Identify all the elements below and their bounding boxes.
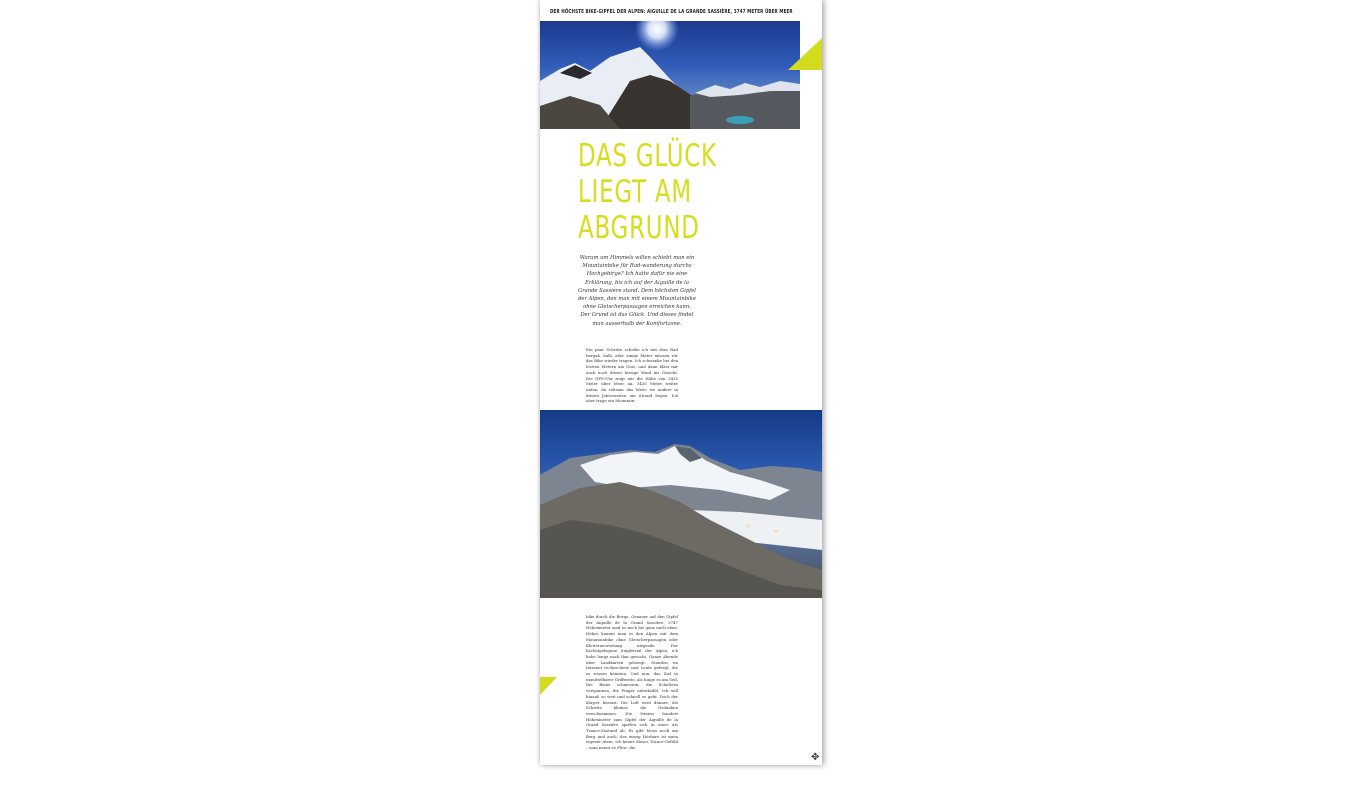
summit-photo-art [540, 21, 800, 129]
headline-line-2: LIEGT AM [578, 174, 692, 210]
headline-line-1: DAS GLÜCK [578, 138, 717, 174]
magazine-page [540, 0, 822, 765]
photo-caption: DER HÖCHSTE BIKE-GIPFEL DER ALPEN: AIGUILLE DE LA GRANDE SASSIÈRE, 3747 METER ÜBER MEER [550, 9, 793, 15]
body-column-2: bike durch die Berge. Genauer auf den Gipfel der Aiguille de la Grand Sassière. 3747 Höhenmeter sind es noch bis ganz nach oben. Höher kommt man in den Alpen mit dem Mountainbike ohne Gletscherpassagen oder Kletterausrüstung nirgends. Der höchstgelegene Singletrail der Alpen, ich habe lange nach ihm gesucht. Ganze Abende über Landkarten gebeugt, Stunden im Internet recherchiert und Leute gefragt, die es wissen könnten. Und nun, das Ziel in unmittelbarer Griffweite, als hinge es am Seil. Die Beine schmerzen, die Schultern verspannen, die Finger unterkühlt. Ich will hinauf, so weit und schnell es geht. Doch der Körper bremst. Die Luft wird dünner, die Schritte kleiner, die Gedanken verschwimmen. Die letzten hundert Höhenmeter zum Gipfel der Aiguille de la Grand Sassière spielen sich in einer Art Trance-Zustand ab. Es gibt Moos noch am Berg und auch, das einzig Hörbare ist mein eigener Atem. Ich kenne dieses Trance-Gefühl – man nennt es Flow: die [586, 614, 678, 751]
summit-photo [540, 21, 800, 129]
body-column-1: Ein paar Schritte schiebe ich mit dem Rad bergab, halb, aber einige Meter müssen wir das Bike wieder tragen. Ich schwanke bei den letzten Metern am Grat, und dann bläst mir auch noch dieser bissige Wind ins Gesicht. Die GPS-Uhr zeigt mir die Höhe von 3435 Meter über Meer an. 3435 Meter weiter unten, da seltsam das Meer, wo andere in diesen Jahreszeiten am Strand liegen. Ich aber trage ein Mountain- [586, 347, 678, 404]
ridge-photo [540, 410, 822, 598]
move-arrows-icon[interactable]: ✥ [811, 752, 820, 763]
article-headline [578, 138, 734, 246]
accent-triangle-left [540, 677, 557, 695]
article-lead: Warum um Himmels willen schiebt man ein Mountainbike für Rad-wanderung durchs Hochgebirge? Ich hatte dafür nie eine Erklärung, bis ich auf der Aiguille de la Grande Sassière stand. Dem höchsten Gipfel der Alpen, den man mit einem Mountainbike ohne Gletscherpassagen erreichen kann. Der Grund ist das Glück. Und dieses findet man ausserhalb der Komfortzone. [578, 255, 696, 327]
ridge-photo-art [540, 410, 822, 598]
headline-line-3: ABGRUND [578, 210, 700, 246]
accent-triangle-top [788, 38, 822, 70]
